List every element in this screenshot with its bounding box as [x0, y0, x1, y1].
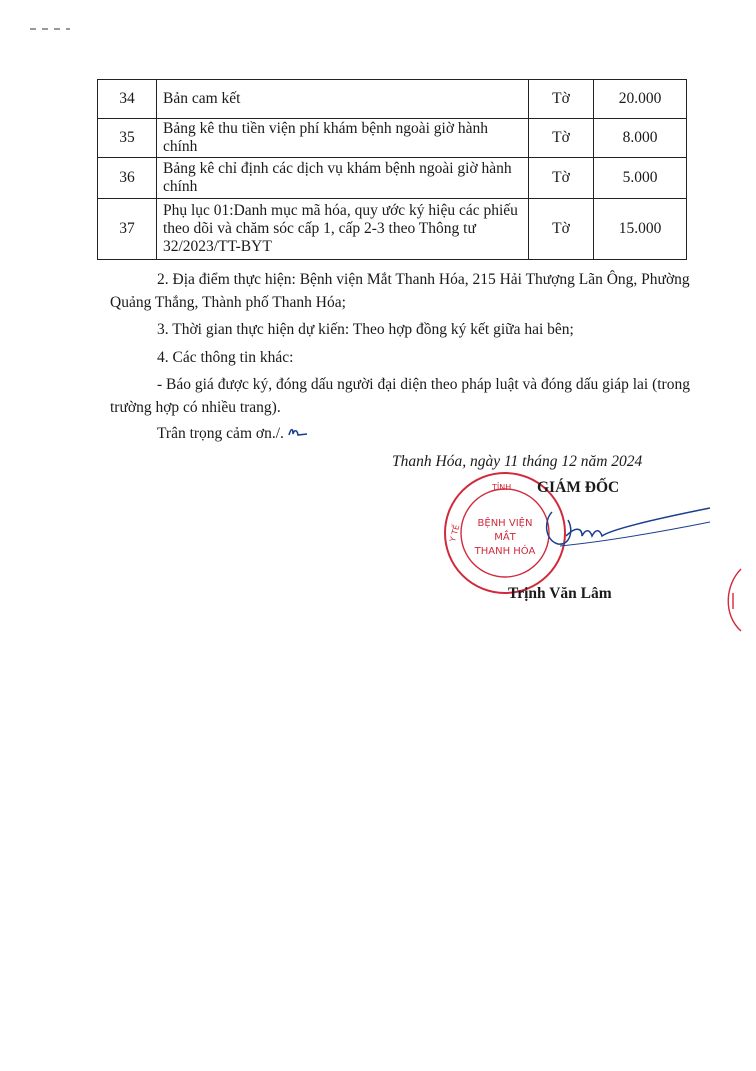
- date-line: Thanh Hóa, ngày 11 tháng 12 năm 2024: [392, 453, 643, 470]
- seal-left-text: Y TẾ: [448, 523, 462, 543]
- table-row: [98, 119, 687, 158]
- item-unit: Tờ: [529, 80, 594, 119]
- items-table: [97, 79, 687, 260]
- location-paragraph: 2. Địa điểm thực hiện: Bệnh viện Mắt Thanh Hóa, 215 Hải Thượng Lãn Ông, Phường Quảng Thắng, Thành phố Thanh Hóa;: [110, 271, 690, 311]
- seal-line-3: THANH HÓA: [474, 546, 536, 557]
- table-row: [98, 80, 687, 119]
- other-info-heading: 4. Các thông tin khác:: [157, 349, 294, 366]
- thanks-text: Trân trọng cảm ơn./.: [157, 425, 284, 442]
- table-row: [98, 158, 687, 199]
- seal-line-2: MẮT: [494, 532, 516, 543]
- row-number: 35: [98, 119, 157, 158]
- scan-artifact: [30, 28, 70, 30]
- signer-name: Trịnh Văn Lâm: [508, 585, 612, 602]
- item-quantity: 20.000: [594, 80, 687, 119]
- row-number: 34: [98, 80, 157, 119]
- item-name: Phụ lục 01:Danh mục mã hóa, quy ước ký hiệu các phiếu theo dõi và chăm sóc cấp 1, cấp 2-3 theo Thông tư 32/2023/TT-BYT: [157, 199, 529, 260]
- item-unit: Tờ: [529, 158, 594, 199]
- item-unit: Tờ: [529, 199, 594, 260]
- item-quantity: 8.000: [594, 119, 687, 158]
- item-unit: Tờ: [529, 119, 594, 158]
- item-name: Bảng kê thu tiền viện phí khám bệnh ngoài giờ hành chính: [157, 119, 529, 158]
- handwritten-signature-icon: [530, 500, 720, 560]
- adjacent-page-seal-icon: [715, 565, 745, 635]
- row-number: 36: [98, 158, 157, 199]
- item-quantity: 15.000: [594, 199, 687, 260]
- initial-mark-icon: [287, 426, 309, 440]
- table-row: [98, 199, 687, 260]
- quote-note-paragraph: - Báo giá được ký, đóng dấu người đại diện theo pháp luật và đóng dấu giáp lai (trong trường hợp có nhiều trang).: [110, 376, 690, 416]
- seal-line-1: BỆNH VIỆN: [477, 518, 533, 529]
- item-quantity: 5.000: [594, 158, 687, 199]
- thanks-line: [157, 422, 309, 445]
- signer-title: GIÁM ĐỐC: [537, 479, 620, 496]
- item-name: Bản cam kết: [157, 80, 529, 119]
- row-number: 37: [98, 199, 157, 260]
- item-name: Bảng kê chỉ định các dịch vụ khám bệnh ngoài giờ hành chính: [157, 158, 529, 199]
- seal-top-text: TỈNH: [492, 483, 512, 492]
- timeline-paragraph: 3. Thời gian thực hiện dự kiến: Theo hợp đồng ký kết giữa hai bên;: [157, 321, 574, 338]
